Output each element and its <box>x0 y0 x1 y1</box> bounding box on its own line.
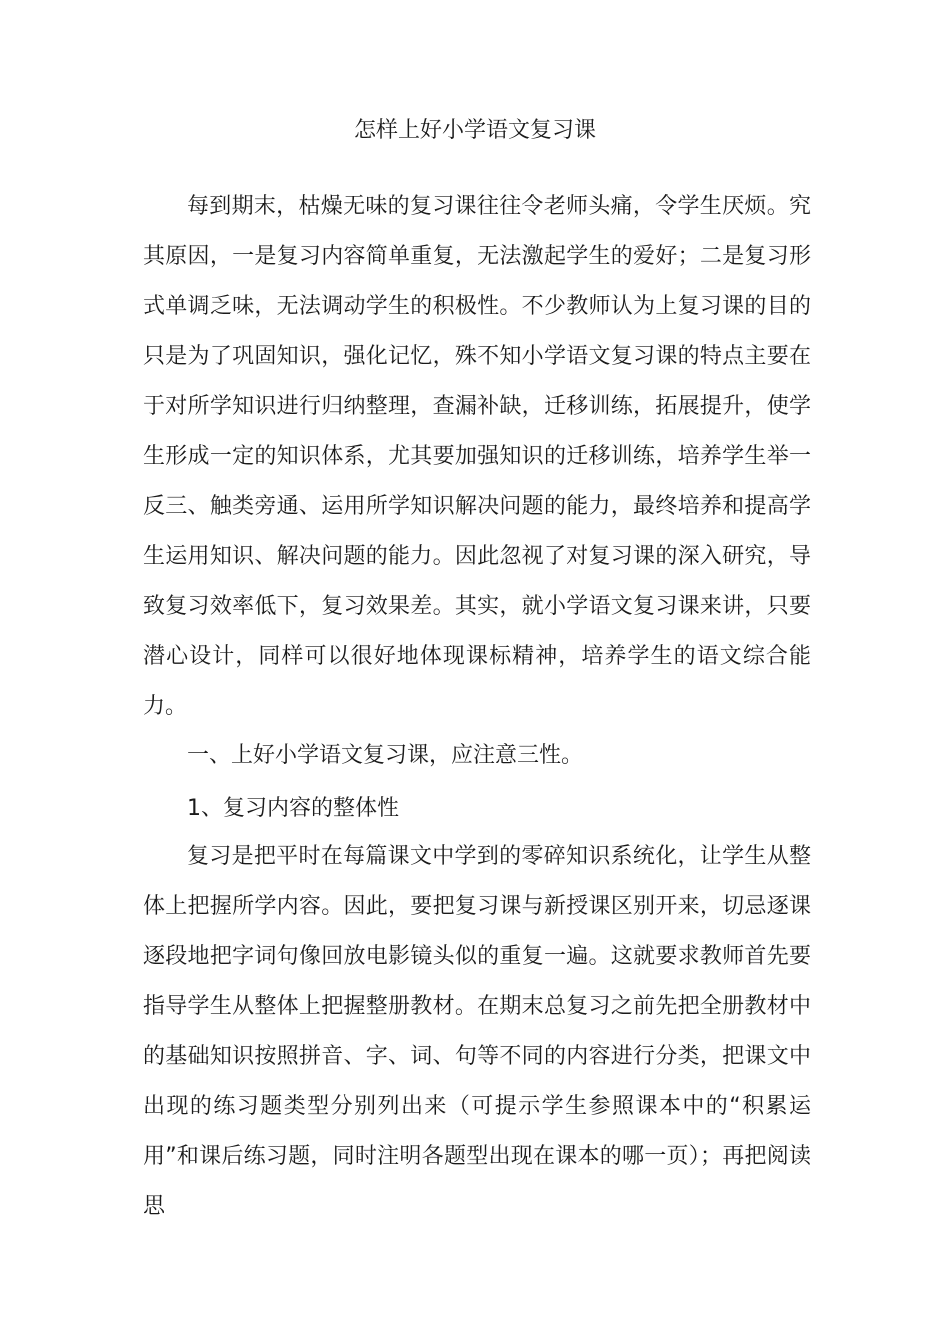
paragraph-intro: 每到期末，枯燥无味的复习课往往令老师头痛，令学生厌烦。究其原因，一是复习内容简单重复，无法激起学生的爱好；二是复习形式单调乏味，无法调动学生的积极性。不少教师认为上复习课的目的只是为了巩固知识，强化记忆，殊不知小学语文复习课的特点主要在于对所学知识进行归纳整理，查漏补缺，迁移训练，拓展提升，使学生形成一定的知识体系，尤其要加强知识的迁移训练，培养学生举一反三、触类旁通、运用所学知识解决问题的能力，最终培养和提高学生运用知识、解决问题的能力。因此忽视了对复习课的深入研究，导致复习效率低下，复习效果差。其实，就小学语文复习课来讲，只要潜心设计，同样可以很好地体现课标精神，培养学生的语文综合能力。 <box>143 194 811 719</box>
document-title: 怎样上好小学语文复习课 <box>353 118 596 143</box>
section-heading: 一、上好小学语文复习课，应注意三性。 <box>187 743 584 768</box>
paragraph-review-integrity: 复习是把平时在每篇课文中学到的零碎知识系统化，让学生从整体上把握所学内容。因此，要把复习课与新授课区别开来，切忌逐课逐段地把字词句像回放电影镜头似的重复一遍。这就要求教师首先要指导学生从整体上把握整册教材。在期末总复习之前先把全册教材中的基础知识按照拼音、字、词、句等不同的内容进行分类，把课文中出现的练习题类型分别列出来（可提示学生参照课本中的“积累运用”和课后练习题，同时注明各题型出现在课本的哪一页）；再把阅读思 <box>143 844 811 1219</box>
subsection-heading: 1、复习内容的整体性 <box>187 796 399 821</box>
